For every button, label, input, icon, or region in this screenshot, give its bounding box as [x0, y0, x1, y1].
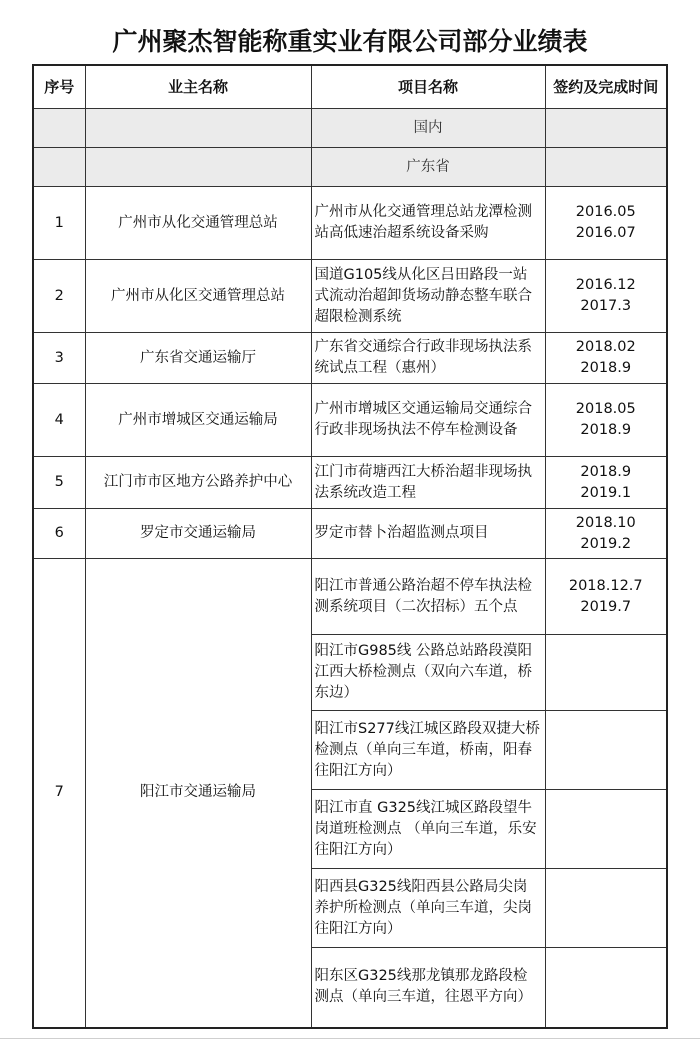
- sign-date: 2018.02: [575, 339, 636, 355]
- table-row: [33, 509, 667, 559]
- row-no: 2: [33, 260, 85, 333]
- row-project: 广东省交通综合行政非现场执法系统试点工程（惠州）: [311, 333, 545, 384]
- done-date: 2018.9: [580, 360, 632, 376]
- row-no: 3: [33, 333, 85, 384]
- sign-date: 2018.10: [575, 514, 636, 531]
- sign-date: 2018.12.7: [568, 577, 643, 594]
- done-date: 2018.9: [580, 422, 632, 438]
- row-no: 6: [33, 509, 85, 559]
- region-label: 广东省: [311, 148, 545, 187]
- table-row: [33, 559, 667, 635]
- table-row: [33, 384, 667, 457]
- table-row: [33, 187, 667, 260]
- row-dates: [545, 509, 667, 559]
- table-row: [33, 333, 667, 384]
- row-no: 7: [33, 559, 85, 1028]
- sign-date: 2016.05: [575, 204, 636, 220]
- page-title: 广州聚杰智能称重实业有限公司部分业绩表: [112, 27, 588, 56]
- row-project: 阳江市G985线 公路总站路段漠阳江西大桥检测点（双向六车道，桥东边）: [311, 635, 545, 711]
- row-owner: 广东省交通运输厅: [85, 333, 311, 384]
- divider: [0, 1038, 700, 1039]
- row-project: 江门市荷塘西江大桥治超非现场执法系统改造工程: [311, 457, 545, 509]
- row-project: 国道G105线从化区吕田路段一站式流动治超卸货场动静态整车联合超限检测系统: [311, 260, 545, 333]
- header-row: [33, 65, 667, 109]
- row-project: 罗定市替卜治超监测点项目: [311, 509, 545, 559]
- sign-date: 2018.9: [580, 463, 632, 480]
- row-dates: [545, 384, 667, 457]
- row-no: 1: [33, 187, 85, 260]
- done-date: 2017.3: [580, 298, 632, 314]
- done-date: 2016.07: [575, 225, 636, 241]
- row-dates: [545, 187, 667, 260]
- row-owner: 广州市从化交通管理总站: [85, 187, 311, 260]
- row-project: 阳西县G325线阳西县公路局尖岗养护所检测点（单向三车道，尖岗往阳江方向）: [311, 869, 545, 948]
- row-project: 阳江市普通公路治超不停车执法检测系统项目（二次招标）五个点: [311, 559, 545, 635]
- table-row: [33, 457, 667, 509]
- row-project: 阳江市直 G325线江城区路段望牛岗道班检测点 （单向三车道，乐安往阳江方向）: [311, 790, 545, 869]
- done-date: 2019.2: [580, 535, 632, 552]
- row-owner: 罗定市交通运输局: [85, 509, 311, 559]
- row-no: 4: [33, 384, 85, 457]
- header-date: 签约及完成时间: [545, 65, 667, 109]
- row-dates: [545, 333, 667, 384]
- row-project: 阳江市S277线江城区路段双捷大桥检测点（单向三车道，桥南，阳春往阳江方向）: [311, 711, 545, 790]
- row-owner: 阳江市交通运输局: [85, 559, 311, 1028]
- header-project: 项目名称: [311, 65, 545, 109]
- row-project: 阳东区G325线那龙镇那龙路段检测点（单向三车道，往恩平方向）: [311, 948, 545, 1028]
- row-no: 5: [33, 457, 85, 509]
- region-label: 国内: [311, 109, 545, 148]
- row-owner: 广州市增城区交通运输局: [85, 384, 311, 457]
- done-date: 2019.7: [580, 598, 632, 615]
- performance-table: [32, 64, 668, 1029]
- region-row-domestic: [33, 109, 667, 148]
- table-row: [33, 260, 667, 333]
- sign-date: 2018.05: [575, 401, 636, 417]
- row-dates: [545, 559, 667, 635]
- header-no: 序号: [33, 65, 85, 109]
- row-dates: [545, 457, 667, 509]
- done-date: 2019.1: [580, 484, 632, 501]
- row-dates: [545, 260, 667, 333]
- sign-date: 2016.12: [575, 277, 636, 293]
- row-owner: 广州市从化区交通管理总站: [85, 260, 311, 333]
- header-owner: 业主名称: [85, 65, 311, 109]
- row-project: 广州市从化交通管理总站龙潭检测站高低速治超系统设备采购: [311, 187, 545, 260]
- row-project: 广州市增城区交通运输局交通综合行政非现场执法不停车检测设备: [311, 384, 545, 457]
- row-owner: 江门市市区地方公路养护中心: [85, 457, 311, 509]
- region-row-guangdong: [33, 148, 667, 187]
